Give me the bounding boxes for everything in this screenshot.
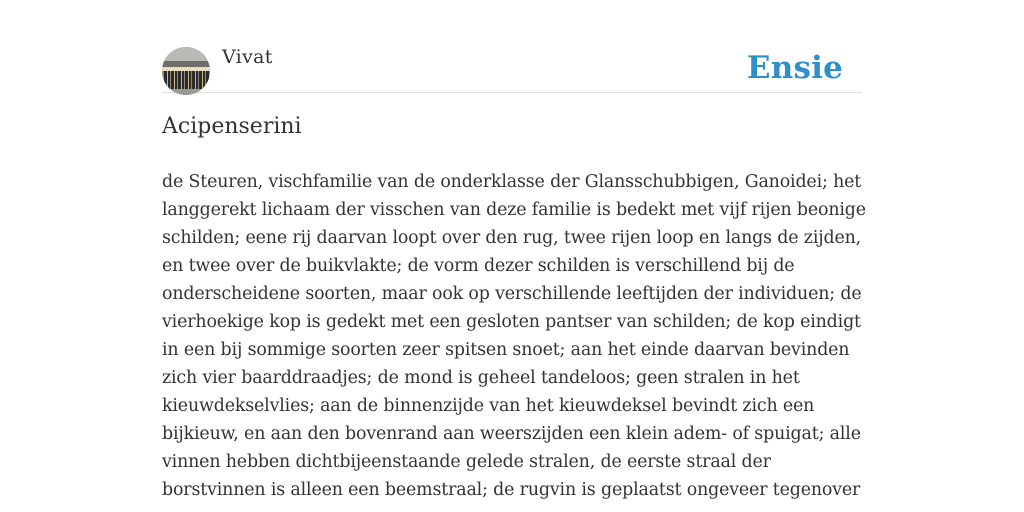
body-line: kieuwdekselvlies; aan de binnenzijde van het kieuwdeksel bevindt zich een	[162, 396, 815, 416]
book-spines-icon[interactable]	[162, 47, 210, 95]
page-title: Acipenserini	[162, 114, 302, 139]
article-body	[162, 168, 866, 504]
source-name[interactable]: Vivat	[222, 46, 273, 68]
body-line: langgerekt lichaam der visschen van deze familie is bedekt met vijf rijen beonige	[162, 200, 866, 220]
body-line: in een bij sommige soorten zeer spitsen snoet; aan het einde daarvan bevinden	[162, 340, 850, 360]
brand-logo[interactable]: Ensie	[746, 50, 843, 86]
body-line: vierhoekige kop is gedekt met een gesloten pantser van schilden; de kop eindigt	[162, 312, 861, 332]
body-line: en twee over de buikvlakte; de vorm dezer schilden is verschillend bij de	[162, 256, 795, 276]
header	[162, 0, 862, 93]
body-line: onderscheidene soorten, maar ook op verschillende leeftijden der individuen; de	[162, 284, 862, 304]
body-line: vinnen hebben dichtbijeenstaande gelede stralen, de eerste straal der	[162, 452, 771, 472]
body-line: borstvinnen is alleen een beemstraal; de rugvin is geplaatst ongeveer tegenover	[162, 480, 861, 500]
body-line: de Steuren, vischfamilie van de onderklasse der Glansschubbigen, Ganoidei; het	[162, 172, 862, 192]
body-line: schilden; eene rij daarvan loopt over den rug, twee rijen loop en langs de zijden,	[162, 228, 862, 248]
body-line: bijkieuw, en aan den bovenrand aan weerszijden een klein adem- of spuigat; alle	[162, 424, 861, 444]
body-line: zich vier baarddraadjes; de mond is geheel tandeloos; geen stralen in het	[162, 368, 800, 388]
